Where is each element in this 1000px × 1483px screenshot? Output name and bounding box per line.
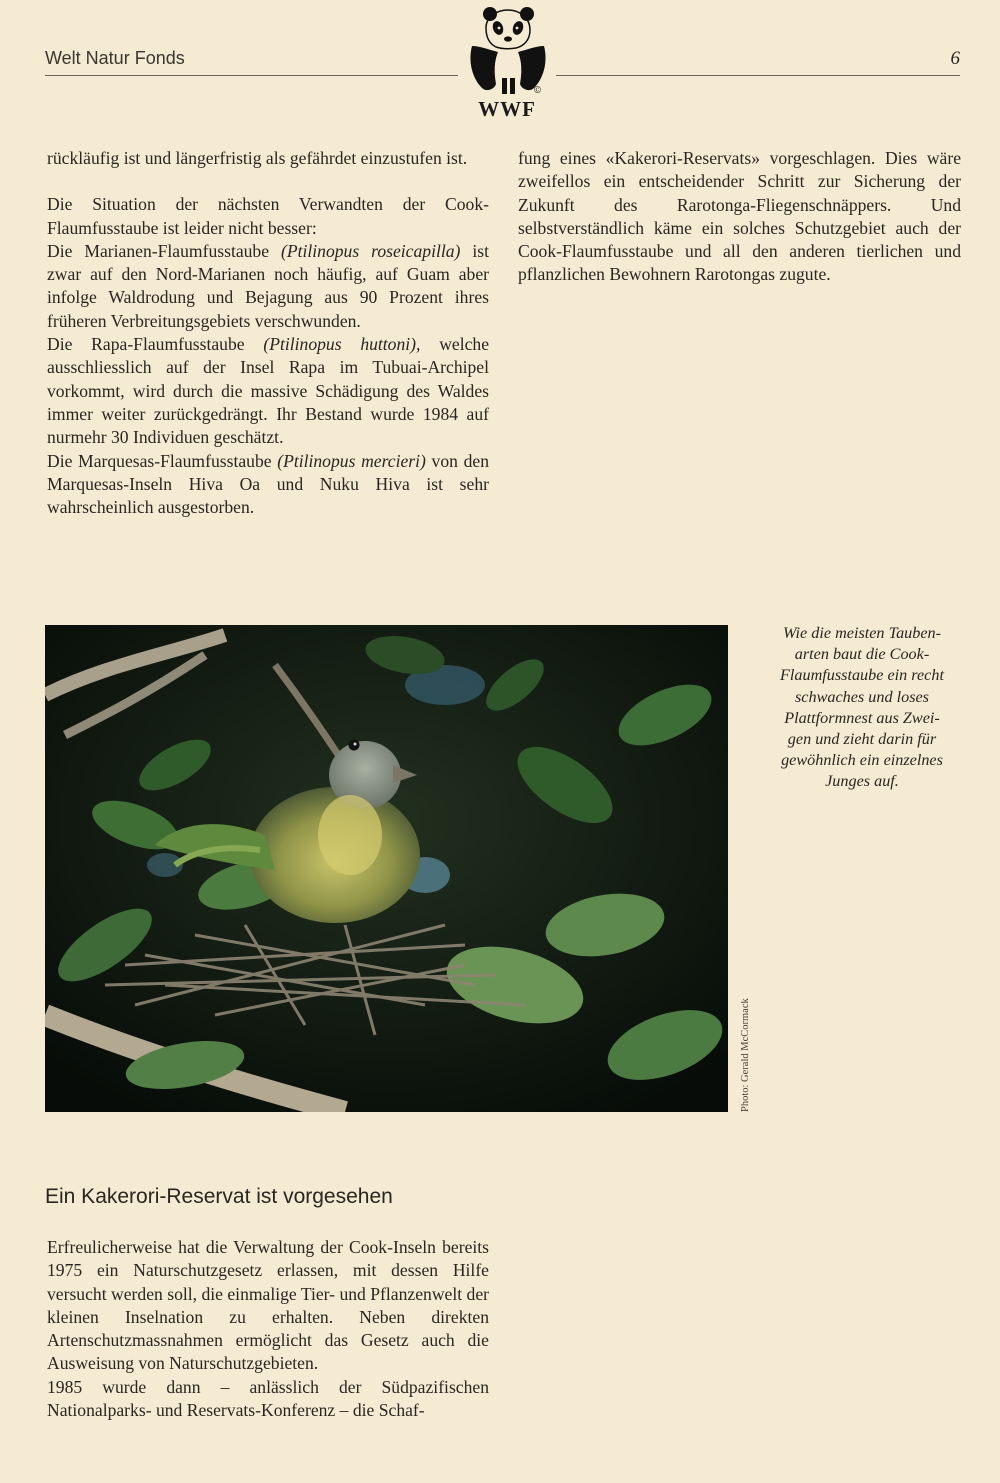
photo-credit: Photo: Gerald McCormack — [740, 998, 751, 1112]
caption-line: schwaches und loses — [795, 687, 929, 706]
paragraph: Erfreulicherweise hat die Verwaltung der Cook-Inseln bereits 1975 ein Naturschutzgesetz erlassen, mit dessen Hilfe versucht werden soll, die einmalige Tier- und Pflanzenwelt der kleinen Inselnation zu erhalten. Neben direkten Artenschutzmassnahmen ermöglicht das Gesetz auch die Ausweisung von Naturschutzgebieten. — [47, 1237, 489, 1374]
caption-line: Wie die meisten Tauben- — [782, 624, 942, 642]
publisher-name: Welt Natur Fonds — [45, 48, 185, 68]
caption-line: gewöhnlich ein einzelnes — [781, 751, 943, 770]
right-text-column — [518, 147, 961, 287]
paragraph: Die Marianen-Flaumfusstaube (Ptilinopus roseicapilla) ist zwar auf den Nord-Marianen noch häufig, auf Guam aber infolge Waldrodung und Bejagung aus 90 Prozent ihres früheren Verbreitungsgebiets verschwunden. — [47, 240, 489, 331]
paragraph: rückläufig ist und längerfristig als gefährdet einzustufen ist. — [47, 148, 468, 168]
panda-icon — [464, 6, 550, 96]
photo-caption — [762, 623, 962, 793]
page-number: 6 — [950, 48, 960, 69]
paragraph: Die Situation der nächsten Verwandten der Cook-Flaumfusstaube ist leider nicht besser: — [47, 194, 489, 238]
copyright-mark: © — [533, 86, 542, 96]
paragraph: 1985 wurde dann – anlässlich der Südpazifischen Nationalparks- und Reservats-Konferenz – die Schaf- — [47, 1376, 489, 1421]
caption-line: arten baut die Cook- — [794, 645, 930, 664]
pigeon-nest-photo — [45, 625, 728, 1112]
pigeon-nest-illustration — [45, 625, 728, 1112]
species-name: (Ptilinopus huttoni), — [263, 334, 421, 355]
species-name: (Ptilinopus roseicapilla) — [281, 240, 461, 261]
paragraph: Die Marquesas-Flaumfusstaube (Ptilinopus mercieri) von den Marquesas-Inseln Hiva Oa und Nuku Hiva ist sehr wahrscheinlich ausgestorben. — [47, 450, 489, 518]
left-text-column — [47, 147, 489, 519]
caption-line: gen und zieht darin für — [787, 730, 937, 749]
paragraph: fung eines «Kakerori-Reservats» vorgeschlagen. Dies wäre zweifellos ein entscheidender Schritt zur Sicherung der Zukunft des Rarotonga-Fliegenschnäppers. Und selbstverständlich käme ein solches Schutzgebiet auch der Cook-Flaumfusstaube und all den anderen tierlichen und pflanzlichen Bewohnern Rarotongas zugute. — [518, 148, 961, 285]
header-rule-left — [45, 75, 458, 76]
caption-line: Junges auf. — [825, 772, 899, 791]
wwf-logo-text: WWF — [478, 97, 536, 121]
species-name: (Ptilinopus mercieri) — [277, 450, 426, 471]
caption-line: Plattformnest aus Zwei- — [784, 708, 940, 727]
wwf-logo — [464, 6, 550, 122]
paragraph: Die Rapa-Flaumfusstaube (Ptilinopus huttoni), welche ausschliesslich auf der Insel Rapa im Tubuai-Archipel vorkommt, wird durch die massive Schädigung des Waldes immer weiter zurückgedrängt. Ihr Bestand wurde 1984 auf nurmehr 30 Individuen geschätzt. — [47, 334, 490, 448]
section-text-column — [47, 1236, 489, 1422]
header-rule-right — [556, 75, 960, 76]
section-heading: Ein Kakerori-Reservat ist vorgesehen — [45, 1185, 393, 1208]
caption-line: Flaumfusstaube ein recht — [780, 666, 944, 685]
